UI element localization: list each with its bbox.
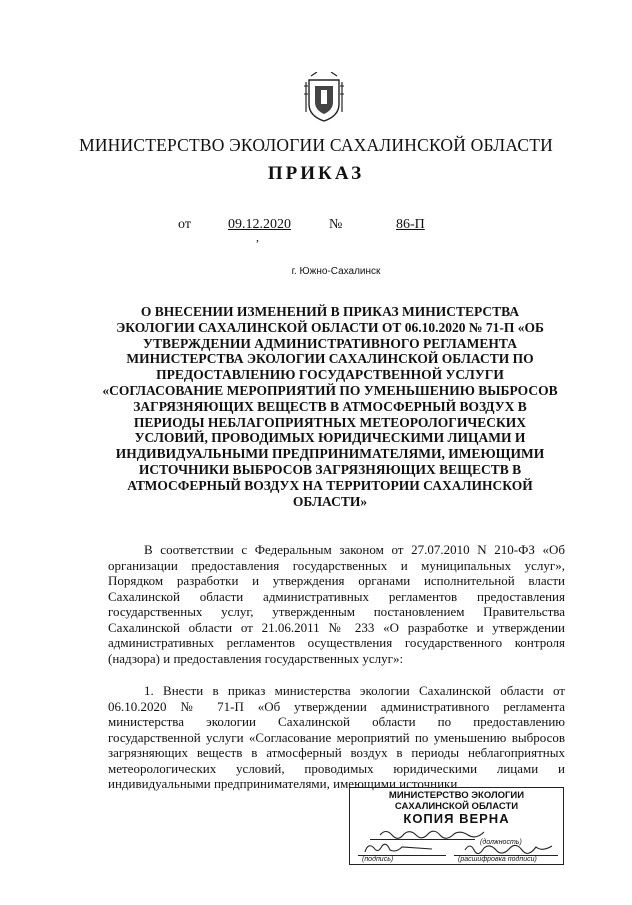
- order-date: 09.12.2020: [228, 217, 291, 232]
- item-1-paragraph: 1. Внести в приказ министерства экологии Сахалинской области от 06.10.2020 № 71-П «Об утверждении административного регламента министерства экологии Сахалинской области по предоставлению государственной услуги «Согласование мероприятий по уменьшению выбросов загрязняющих веществ в атмосферный воздух в периоды неблагоприятных метеорологических условий, проводимых юридическими лицами и индивидуальными предпринимателями, имеющими источники: [108, 683, 565, 791]
- ministry-heading: МИНИСТЕРСТВО ЭКОЛОГИИ САХАЛИНСКОЙ ОБЛАСТИ: [79, 135, 553, 155]
- position-caption: (должность): [480, 839, 522, 846]
- stamp-line-region: САХАЛИНСКОЙ ОБЛАСТИ: [394, 801, 519, 812]
- stamp-certified-copy: КОПИЯ ВЕРНА: [403, 811, 510, 826]
- handwritten-position: [378, 826, 488, 840]
- comma-mark: ,: [256, 230, 259, 244]
- preamble-paragraph: В соответствии с Федеральным законом от 27.07.2010 N 210-ФЗ «Об организации предоставления государственных и муниципальных услуг», Порядком разработки и утверждения органами исполнительной власти Сахалинской области административных регламентов предоставления государственных услуг, утвержденным постановлением Правительства Сахалинской области от 21.06.2011 № 233 «О разработке и утверждении административных регламентов осуществления государственного контроля (надзора) и предоставления государственных услуг»:: [108, 542, 565, 666]
- order-number: 86-П: [396, 217, 425, 232]
- decoding-caption: (расшифровка подписи): [458, 856, 537, 863]
- handwritten-signature: [362, 840, 442, 856]
- stamp-line-ministry: МИНИСТЕРСТВО ЭКОЛОГИИ: [388, 790, 525, 801]
- signature-caption: (подпись): [362, 856, 394, 863]
- certified-copy-stamp: [349, 787, 564, 865]
- date-label: от: [178, 217, 191, 232]
- city: г. Южно-Сахалинск: [291, 266, 381, 277]
- handwritten-name-decoding: [462, 840, 557, 856]
- document-type: ПРИКАЗ: [267, 163, 365, 184]
- order-title: О ВНЕСЕНИИ ИЗМЕНЕНИЙ В ПРИКАЗ МИНИСТЕРСТВА ЭКОЛОГИИ САХАЛИНСКОЙ ОБЛАСТИ ОТ 06.10.2020 № 71-П «ОБ УТВЕРЖДЕНИИ АДМИНИСТРАТИВНОГО РЕГЛАМЕНТА МИНИСТЕРСТВА ЭКОЛОГИИ САХАЛИНСКОЙ ОБЛАСТИ ПО ПРЕДОСТАВЛЕНИЮ ГОСУДАРСТВЕННОЙ УСЛУГИ «СОГЛАСОВАНИЕ МЕРОПРИЯТИЙ ПО УМЕНЬШЕНИЮ ВЫБРОСОВ ЗАГРЯЗНЯЮЩИХ ВЕЩЕСТВ В АТМОСФЕРНЫЙ ВОЗДУХ В ПЕРИОДЫ НЕБЛАГОПРИЯТНЫХ МЕТЕОРОЛОГИЧЕСКИХ УСЛОВИЙ, ПРОВОДИМЫХ ЮРИДИЧЕСКИМИ ЛИЦАМИ И ИНДИВИДУАЛЬНЫМИ ПРЕДПРИНИМАТЕЛЯМИ, ИМЕЮЩИМИ ИСТОЧНИКИ ВЫБРОСОВ ЗАГРЯЗНЯЮЩИХ ВЕЩЕСТВ В АТМОСФЕРНЫЙ ВОЗДУХ НА ТЕРРИТОРИИ САХАЛИНСКОЙ ОБЛАСТИ»: [102, 304, 558, 509]
- coat-of-arms-emblem: [303, 72, 345, 122]
- number-label: №: [329, 217, 343, 232]
